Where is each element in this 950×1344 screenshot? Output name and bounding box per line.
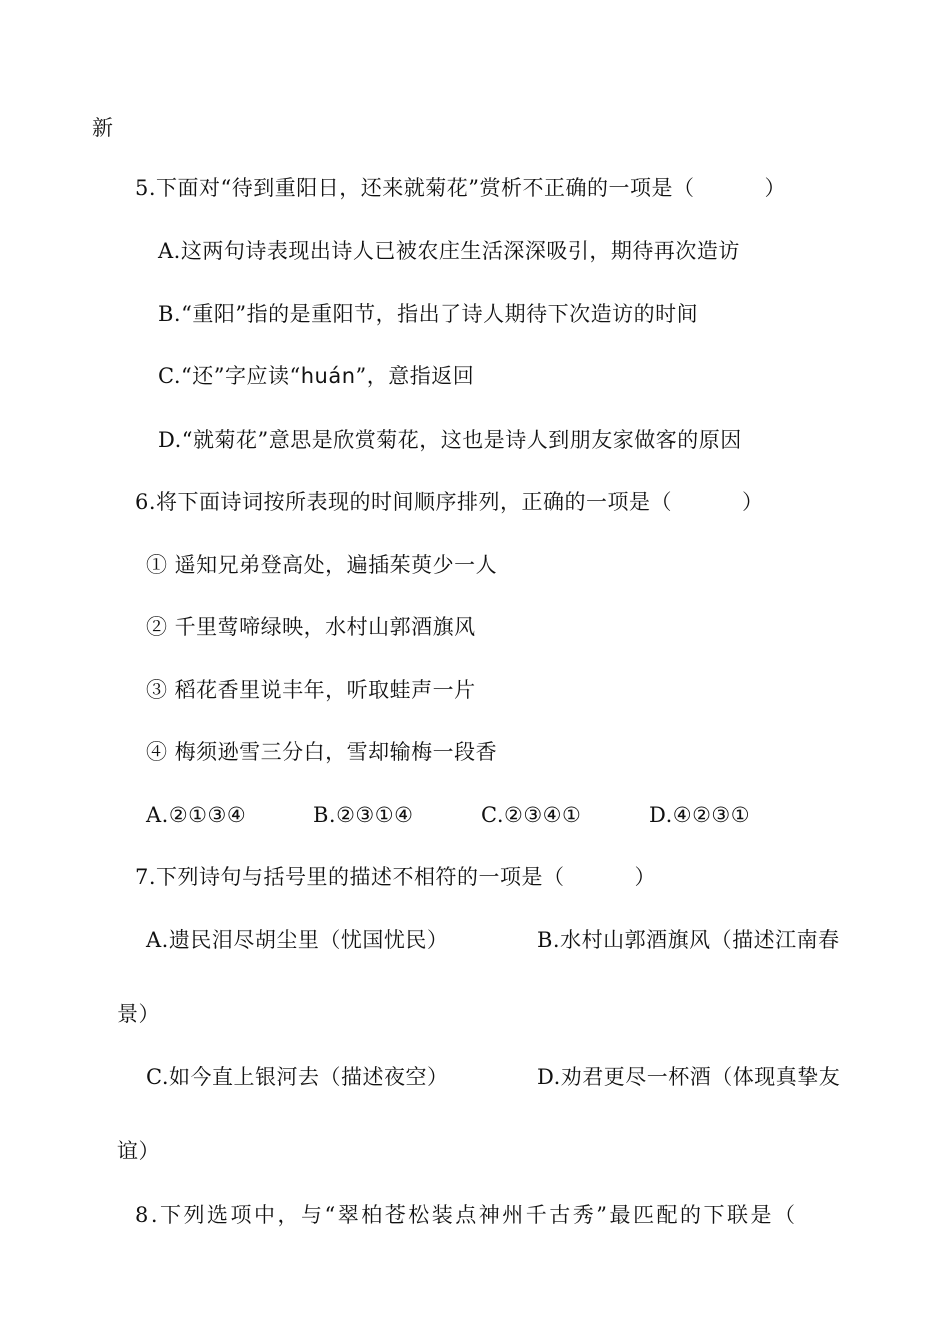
- paren-close: ）: [634, 865, 657, 889]
- option-c-text-end: ”，意指返回: [355, 364, 475, 388]
- question-6-stem: [135, 488, 764, 516]
- question-6-option-a: A.②①③④: [146, 803, 247, 827]
- question-6-item-2: ② 千里莺啼绿映，水村山郭酒旗风: [146, 615, 476, 639]
- question-7-option-a: A.遗民泪尽胡尘里（忧国忧民）: [146, 928, 449, 952]
- question-7-option-b-continued: 景）: [117, 1002, 160, 1026]
- question-5-text: 5.下面对“待到重阳日，还来就菊花”赏析不正确的一项是（: [135, 176, 695, 200]
- question-5-option-b: B.“重阳”指的是重阳节，指出了诗人期待下次造访的时间: [158, 302, 699, 326]
- question-6-item-1: ① 遥知兄弟登高处，遍插茱萸少一人: [146, 553, 498, 577]
- question-6-option-c: C.②③④①: [481, 803, 582, 827]
- paren-close: ）: [764, 176, 787, 200]
- question-7-option-d-continued: 谊）: [117, 1139, 160, 1163]
- question-7-option-c: C.如今直上银河去（描述夜空）: [146, 1065, 449, 1089]
- question-6-item-4: ④ 梅须逊雪三分白，雪却输梅一段香: [146, 740, 498, 764]
- question-6-option-b: B.②③①④: [313, 803, 414, 827]
- question-7-text: 7.下列诗句与括号里的描述不相符的一项是（: [135, 865, 565, 889]
- question-6-option-d: D.④②③①: [649, 803, 751, 827]
- question-5-stem: [135, 174, 786, 202]
- paren-close: ）: [742, 490, 764, 514]
- question-5-option-a: A.这两句诗表现出诗人已被农庄生活深深吸引，期待再次造访: [158, 239, 740, 263]
- question-5-option-d: D.“就菊花”意思是欣赏菊花，这也是诗人到朋友家做客的原因: [158, 428, 742, 452]
- question-5-option-c: [158, 362, 474, 390]
- pinyin-text: huán: [300, 364, 356, 388]
- question-6-text: 6.将下面诗词按所表现的时间顺序排列，正确的一项是（: [135, 490, 673, 514]
- question-6-item-3: ③ 稻花香里说丰年，听取蛙声一片: [146, 678, 476, 702]
- question-7-option-b: B.水村山郭酒旗风（描述江南春: [537, 928, 840, 952]
- question-7-stem: [135, 863, 656, 891]
- text-fragment: 新: [92, 116, 114, 140]
- question-8-stem: 8.下列选项中，与“翠柏苍松装点神州千古秀”最匹配的下联是（: [135, 1203, 798, 1227]
- question-7-option-d: D.劝君更尽一杯酒（体现真挚友: [537, 1065, 841, 1089]
- option-c-text: C.“还”字应读“: [158, 364, 301, 388]
